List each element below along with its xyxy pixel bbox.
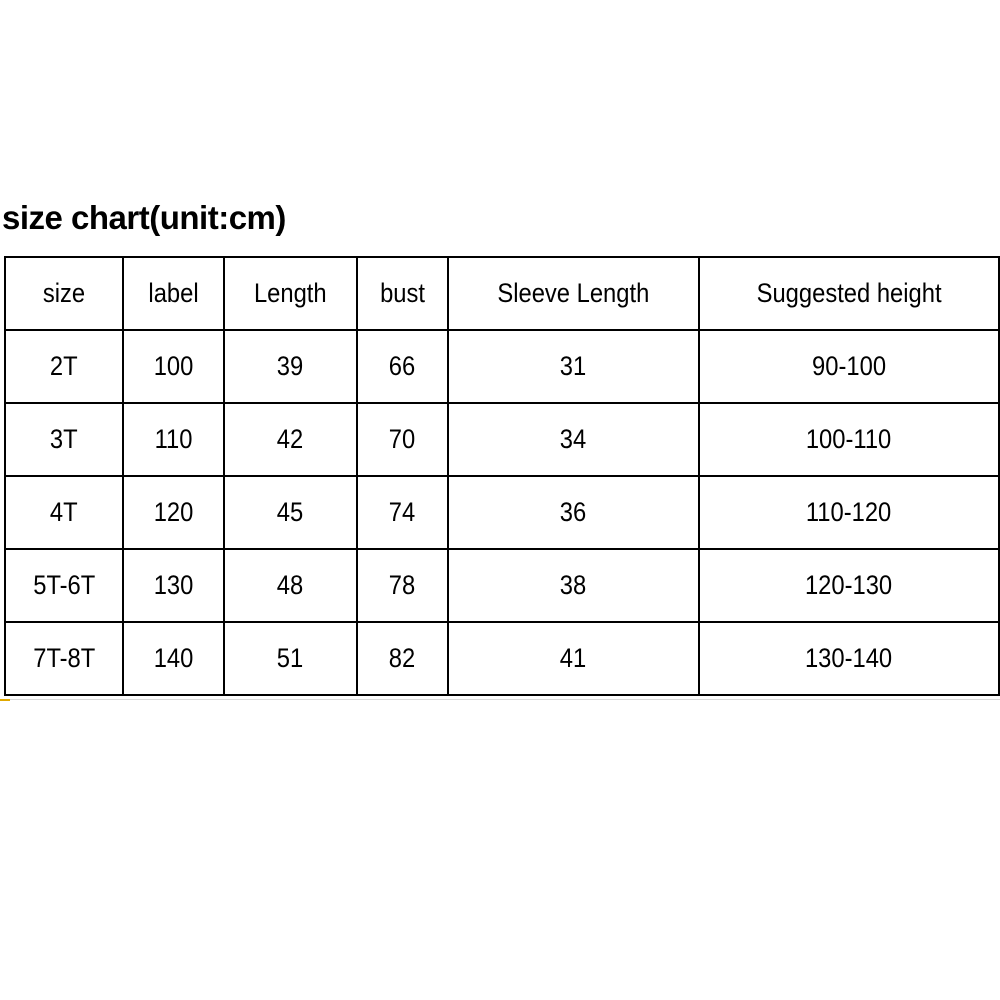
cell-bust: 66 bbox=[357, 330, 448, 403]
cell-label: 130 bbox=[123, 549, 224, 622]
column-header-label: label bbox=[123, 257, 224, 330]
cell-label: 100 bbox=[123, 330, 224, 403]
cell-size: 4T bbox=[5, 476, 123, 549]
cell-label: 120 bbox=[123, 476, 224, 549]
column-header-bust: bust bbox=[357, 257, 448, 330]
table-row bbox=[5, 549, 999, 622]
column-header-size: size bbox=[5, 257, 123, 330]
cell-bust: 70 bbox=[357, 403, 448, 476]
column-header-suggested-height: Suggested height bbox=[699, 257, 999, 330]
cell-length: 45 bbox=[224, 476, 357, 549]
cell-sleeve-length: 34 bbox=[448, 403, 699, 476]
cell-label: 110 bbox=[123, 403, 224, 476]
cell-size: 7T-8T bbox=[5, 622, 123, 695]
cell-suggested-height: 130-140 bbox=[699, 622, 999, 695]
column-header-length: Length bbox=[224, 257, 357, 330]
cell-suggested-height: 110-120 bbox=[699, 476, 999, 549]
cell-label: 140 bbox=[123, 622, 224, 695]
accent-mark bbox=[0, 699, 10, 701]
cell-suggested-height: 90-100 bbox=[699, 330, 999, 403]
divider-line bbox=[0, 699, 1000, 700]
cell-size: 5T-6T bbox=[5, 549, 123, 622]
cell-suggested-height: 120-130 bbox=[699, 549, 999, 622]
table-row bbox=[5, 476, 999, 549]
cell-length: 39 bbox=[224, 330, 357, 403]
cell-length: 51 bbox=[224, 622, 357, 695]
header-row bbox=[5, 257, 999, 330]
cell-size: 3T bbox=[5, 403, 123, 476]
cell-sleeve-length: 41 bbox=[448, 622, 699, 695]
size-chart-table bbox=[4, 256, 1000, 696]
cell-suggested-height: 100-110 bbox=[699, 403, 999, 476]
table-row bbox=[5, 622, 999, 695]
cell-bust: 82 bbox=[357, 622, 448, 695]
table-row bbox=[5, 403, 999, 476]
cell-sleeve-length: 36 bbox=[448, 476, 699, 549]
cell-size: 2T bbox=[5, 330, 123, 403]
cell-length: 42 bbox=[224, 403, 357, 476]
cell-sleeve-length: 38 bbox=[448, 549, 699, 622]
column-header-sleeve-length: Sleeve Length bbox=[448, 257, 699, 330]
page-title: size chart(unit:cm) bbox=[2, 199, 286, 236]
cell-bust: 74 bbox=[357, 476, 448, 549]
table-row bbox=[5, 330, 999, 403]
cell-bust: 78 bbox=[357, 549, 448, 622]
cell-length: 48 bbox=[224, 549, 357, 622]
cell-sleeve-length: 31 bbox=[448, 330, 699, 403]
